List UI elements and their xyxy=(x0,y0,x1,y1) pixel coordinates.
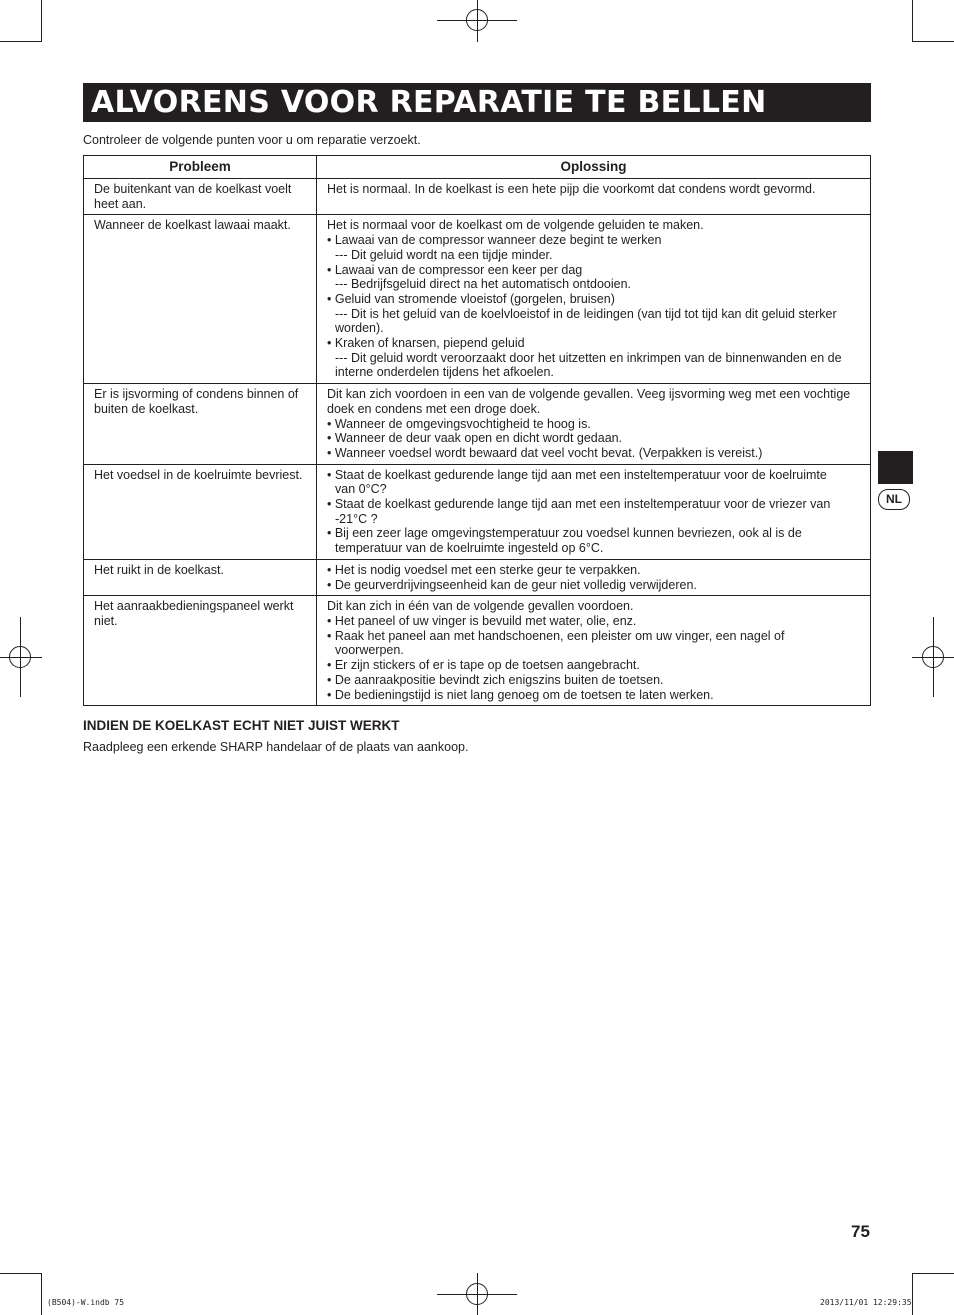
page-title: ALVORENS VOOR REPARATIE TE BELLEN xyxy=(83,83,871,122)
crop-mark-top-right-v xyxy=(912,0,913,42)
crop-mark-bottom-left-v xyxy=(41,1273,42,1315)
solution-line: • Er zijn stickers of er is tape op de toetsen aangebracht. xyxy=(327,658,640,673)
problem-cell: Het voedsel in de koelruimte bevriest. xyxy=(84,464,317,559)
solution-line: --- Dit geluid wordt veroorzaakt door het uitzetten en inkrimpen van de binnenwanden en de interne onderdelen tijdens het afkoelen. xyxy=(335,350,842,380)
solution-line: • De aanraakpositie bevindt zich enigszins buiten de toetsen. xyxy=(327,672,664,687)
solution-line: --- Dit is het geluid van de koelvloeistof in de leidingen (van tijd tot tijd kan dit geluid sterker worden). xyxy=(335,306,837,336)
footer-timestamp: 2013/11/01 12:29:35 xyxy=(820,1298,912,1307)
intro-text: Controleer de volgende punten voor u om reparatie verzoekt. xyxy=(83,133,421,147)
solution-cell xyxy=(317,596,871,706)
solution-line: • Lawaai van de compressor wanneer deze begint te werken xyxy=(327,233,662,248)
solution-line: temperatuur van de koelruimte ingesteld op 6°C. xyxy=(335,541,604,556)
solution-line: Het is normaal voor de koelkast om de volgende geluiden te maken. xyxy=(327,218,704,233)
problem-cell: De buitenkant van de koelkast voelt heet aan. xyxy=(84,179,317,215)
solution-line: • Geluid van stromende vloeistof (gorgelen, bruisen) xyxy=(327,291,615,306)
table-row xyxy=(84,464,871,559)
solution-line: • Het is nodig voedsel met een sterke geur te verpakken. xyxy=(327,562,641,577)
solution-line: • Wanneer voedsel wordt bewaard dat veel vocht bevat. (Verpakken is vereist.) xyxy=(327,445,763,460)
solution-line: • Kraken of knarsen, piepend geluid xyxy=(327,336,525,351)
solution-line: --- Bedrijfsgeluid direct na het automatisch ontdooien. xyxy=(335,277,631,292)
table-header-row xyxy=(84,156,871,179)
solution-line: -21°C ? xyxy=(335,511,378,526)
solution-cell xyxy=(317,559,871,595)
problem-cell: Er is ijsvorming of condens binnen of buiten de koelkast. xyxy=(84,384,317,465)
solution-cell xyxy=(317,215,871,384)
side-tab-block xyxy=(878,451,913,484)
solution-line: Het is normaal. In de koelkast is een hete pijp die voorkomt dat condens wordt gevormd. xyxy=(327,182,816,196)
table-row xyxy=(84,559,871,595)
language-badge: NL xyxy=(878,489,910,510)
solution-cell xyxy=(317,384,871,465)
solution-line: • Wanneer de deur vaak open en dicht wordt gedaan. xyxy=(327,431,623,446)
crop-mark-top-left-v xyxy=(41,0,42,42)
solution-line: • Staat de koelkast gedurende lange tijd aan met een insteltemperatuur voor de koelruimte xyxy=(327,467,827,482)
solution-line: • Staat de koelkast gedurende lange tijd aan met een insteltemperatuur voor de vriezer van xyxy=(327,497,831,512)
solution-cell xyxy=(317,179,871,215)
troubleshooting-table xyxy=(83,155,871,706)
column-header-solution: Oplossing xyxy=(317,156,871,179)
table-row xyxy=(84,596,871,706)
solution-line: Dit kan zich voordoen in een van de volgende gevallen. Veeg ijsvorming weg met een vochtige doek en condens met een droge doek. xyxy=(327,387,851,416)
solution-line: • Raak het paneel aan met handschoenen, een pleister om uw vinger, een nagel of xyxy=(327,628,785,643)
solution-line: --- Dit geluid wordt na een tijdje minder. xyxy=(335,247,553,262)
table-body xyxy=(84,179,871,706)
solution-line: van 0°C? xyxy=(335,482,387,497)
column-header-problem: Probleem xyxy=(84,156,317,179)
problem-cell: Wanneer de koelkast lawaai maakt. xyxy=(84,215,317,384)
problem-cell: Het ruikt in de koelkast. xyxy=(84,559,317,595)
crop-mark-top-left-h xyxy=(0,41,42,42)
solution-line: • Wanneer de omgevingsvochtigheid te hoog is. xyxy=(327,416,591,431)
solution-line: Dit kan zich in één van de volgende gevallen voordoen. xyxy=(327,599,634,614)
solution-line: • Bij een zeer lage omgevingstemperatuur zou voedsel kunnen bevriezen, ook al is de xyxy=(327,526,802,541)
solution-cell xyxy=(317,464,871,559)
crop-mark-bottom-right-h xyxy=(912,1273,954,1274)
problem-cell: Het aanraakbedieningspaneel werkt niet. xyxy=(84,596,317,706)
solution-line: • De bedieningstijd is niet lang genoeg om de toetsen te laten werken. xyxy=(327,687,714,702)
crop-mark-top-right-h xyxy=(912,41,954,42)
solution-line: • Het paneel of uw vinger is bevuild met water, olie, enz. xyxy=(327,613,637,628)
section-heading: INDIEN DE KOELKAST ECHT NIET JUIST WERKT xyxy=(83,718,400,733)
crop-mark-bottom-left-h xyxy=(0,1273,42,1274)
page-number: 75 xyxy=(851,1222,870,1241)
footer-file-info: (B504)-W.indb 75 xyxy=(47,1298,125,1307)
section-text: Raadpleeg een erkende SHARP handelaar of de plaats van aankoop. xyxy=(83,740,469,754)
solution-line: • Lawaai van de compressor een keer per dag xyxy=(327,262,583,277)
solution-line: voorwerpen. xyxy=(335,643,404,658)
table-row xyxy=(84,215,871,384)
crop-mark-bottom-right-v xyxy=(912,1273,913,1315)
table-row xyxy=(84,384,871,465)
solution-line: • De geurverdrijvingseenheid kan de geur niet volledig verwijderen. xyxy=(327,577,697,592)
table-row xyxy=(84,179,871,215)
